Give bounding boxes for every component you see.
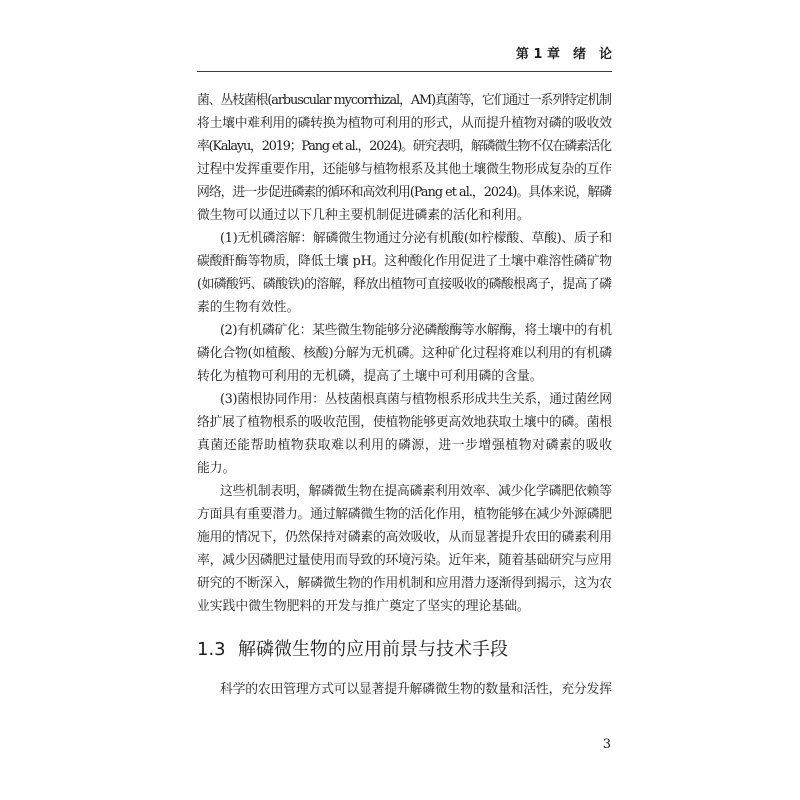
body-text (197, 89, 612, 701)
text-line: 碳酸酐酶等物质，降低土壤 pH。这种酸化作用促进了土壤中难溶性磷矿物 (197, 254, 612, 269)
text-line: 将土壤中难利用的磷转换为植物可利用的形式，从而提升植物对磷的吸收效 (197, 116, 612, 131)
text-line: 研究的不断深入，解磷微生物的作用机制和应用潜力逐渐得到揭示，这为农 (197, 576, 612, 591)
text-line: 科学的农田管理方式可以显著提升解磷微生物的数量和活性，充分发挥 (220, 682, 612, 697)
text-line: 施用的情况下，仍然保持对磷素的高效吸收，从而显著提升农田的磷素利用 (197, 530, 612, 545)
text-line: 业实践中微生物肥料的开发与推广奠定了坚实的理论基础。 (197, 599, 530, 614)
paragraph (197, 678, 612, 701)
text-line: 过程中发挥重要作用，还能够与植物根系及其他土壤微生物形成复杂的互作 (197, 162, 612, 177)
header-rule (197, 71, 612, 72)
text-line: (1)无机磷溶解：解磷微生物通过分泌有机酸(如柠檬酸、草酸)、质子和 (220, 231, 612, 246)
section-heading (197, 636, 612, 664)
text-line: 菌、丛枝菌根(arbuscular mycorrhizal，AM)真菌等，它们通过一系列特定机制 (197, 93, 611, 108)
text-line: 真菌还能帮助植物获取难以利用的磷源，进一步增强植物对磷素的吸收 (197, 438, 613, 453)
running-head: 第 1 章 绪 论 (515, 47, 612, 62)
section-number: 1.3 (197, 639, 226, 660)
text-line: 磷化合物(如植酸、核酸)分解为无机磷。这种矿化过程将难以利用的有机磷 (197, 346, 612, 361)
text-line: 微生物可以通过以下几种主要机制促进磷素的活化和利用。 (197, 208, 530, 223)
text-line: 转化为植物可利用的无机磷，提高了土壤中可利用磷的含量。 (197, 369, 543, 384)
paragraph (197, 89, 612, 227)
paragraph (197, 319, 612, 388)
text-line: 这些机制表明，解磷微生物在提高磷素利用效率、减少化学磷肥依赖等 (220, 484, 612, 499)
page-number: 3 (602, 737, 611, 752)
text-line: (3)菌根协同作用：丛枝菌根真菌与植物根系形成共生关系，通过菌丝网 (220, 392, 612, 407)
text-line: 网络，进一步促进磷素的循环和高效利用(Pang et al.，2024)。具体来说，解磷 (197, 185, 612, 200)
text-line: (2)有机磷矿化：某些微生物能够分泌磷酸酶等水解酶，将土壤中的有机 (220, 323, 612, 338)
text-line: 方面具有重要潜力。通过解磷微生物的活化作用，植物能够在减少外源磷肥 (197, 507, 612, 522)
section-title: 解磷微生物的应用前景与技术手段 (238, 639, 508, 660)
text-line: 素的生物有效性。 (197, 300, 300, 315)
text-line: 能力。 (197, 461, 236, 476)
paragraph (197, 388, 612, 480)
paragraph (197, 480, 612, 618)
text-line: 络扩展了植物根系的吸收范围，使植物能够更高效地获取土壤中的磷。菌根 (197, 415, 612, 430)
text-line: 率(Kalayu，2019；Pang et al.，2024)。研究表明，解磷微生物不仅在磷素活化 (197, 139, 611, 154)
text-line: (如磷酸钙、磷酸铁)的溶解，释放出植物可直接吸收的磷酸根离子，提高了磷 (197, 277, 612, 292)
text-line: 率，减少因磷肥过量使用而导致的环境污染。近年来，随着基础研究与应用 (197, 553, 612, 568)
paragraph (197, 227, 612, 319)
